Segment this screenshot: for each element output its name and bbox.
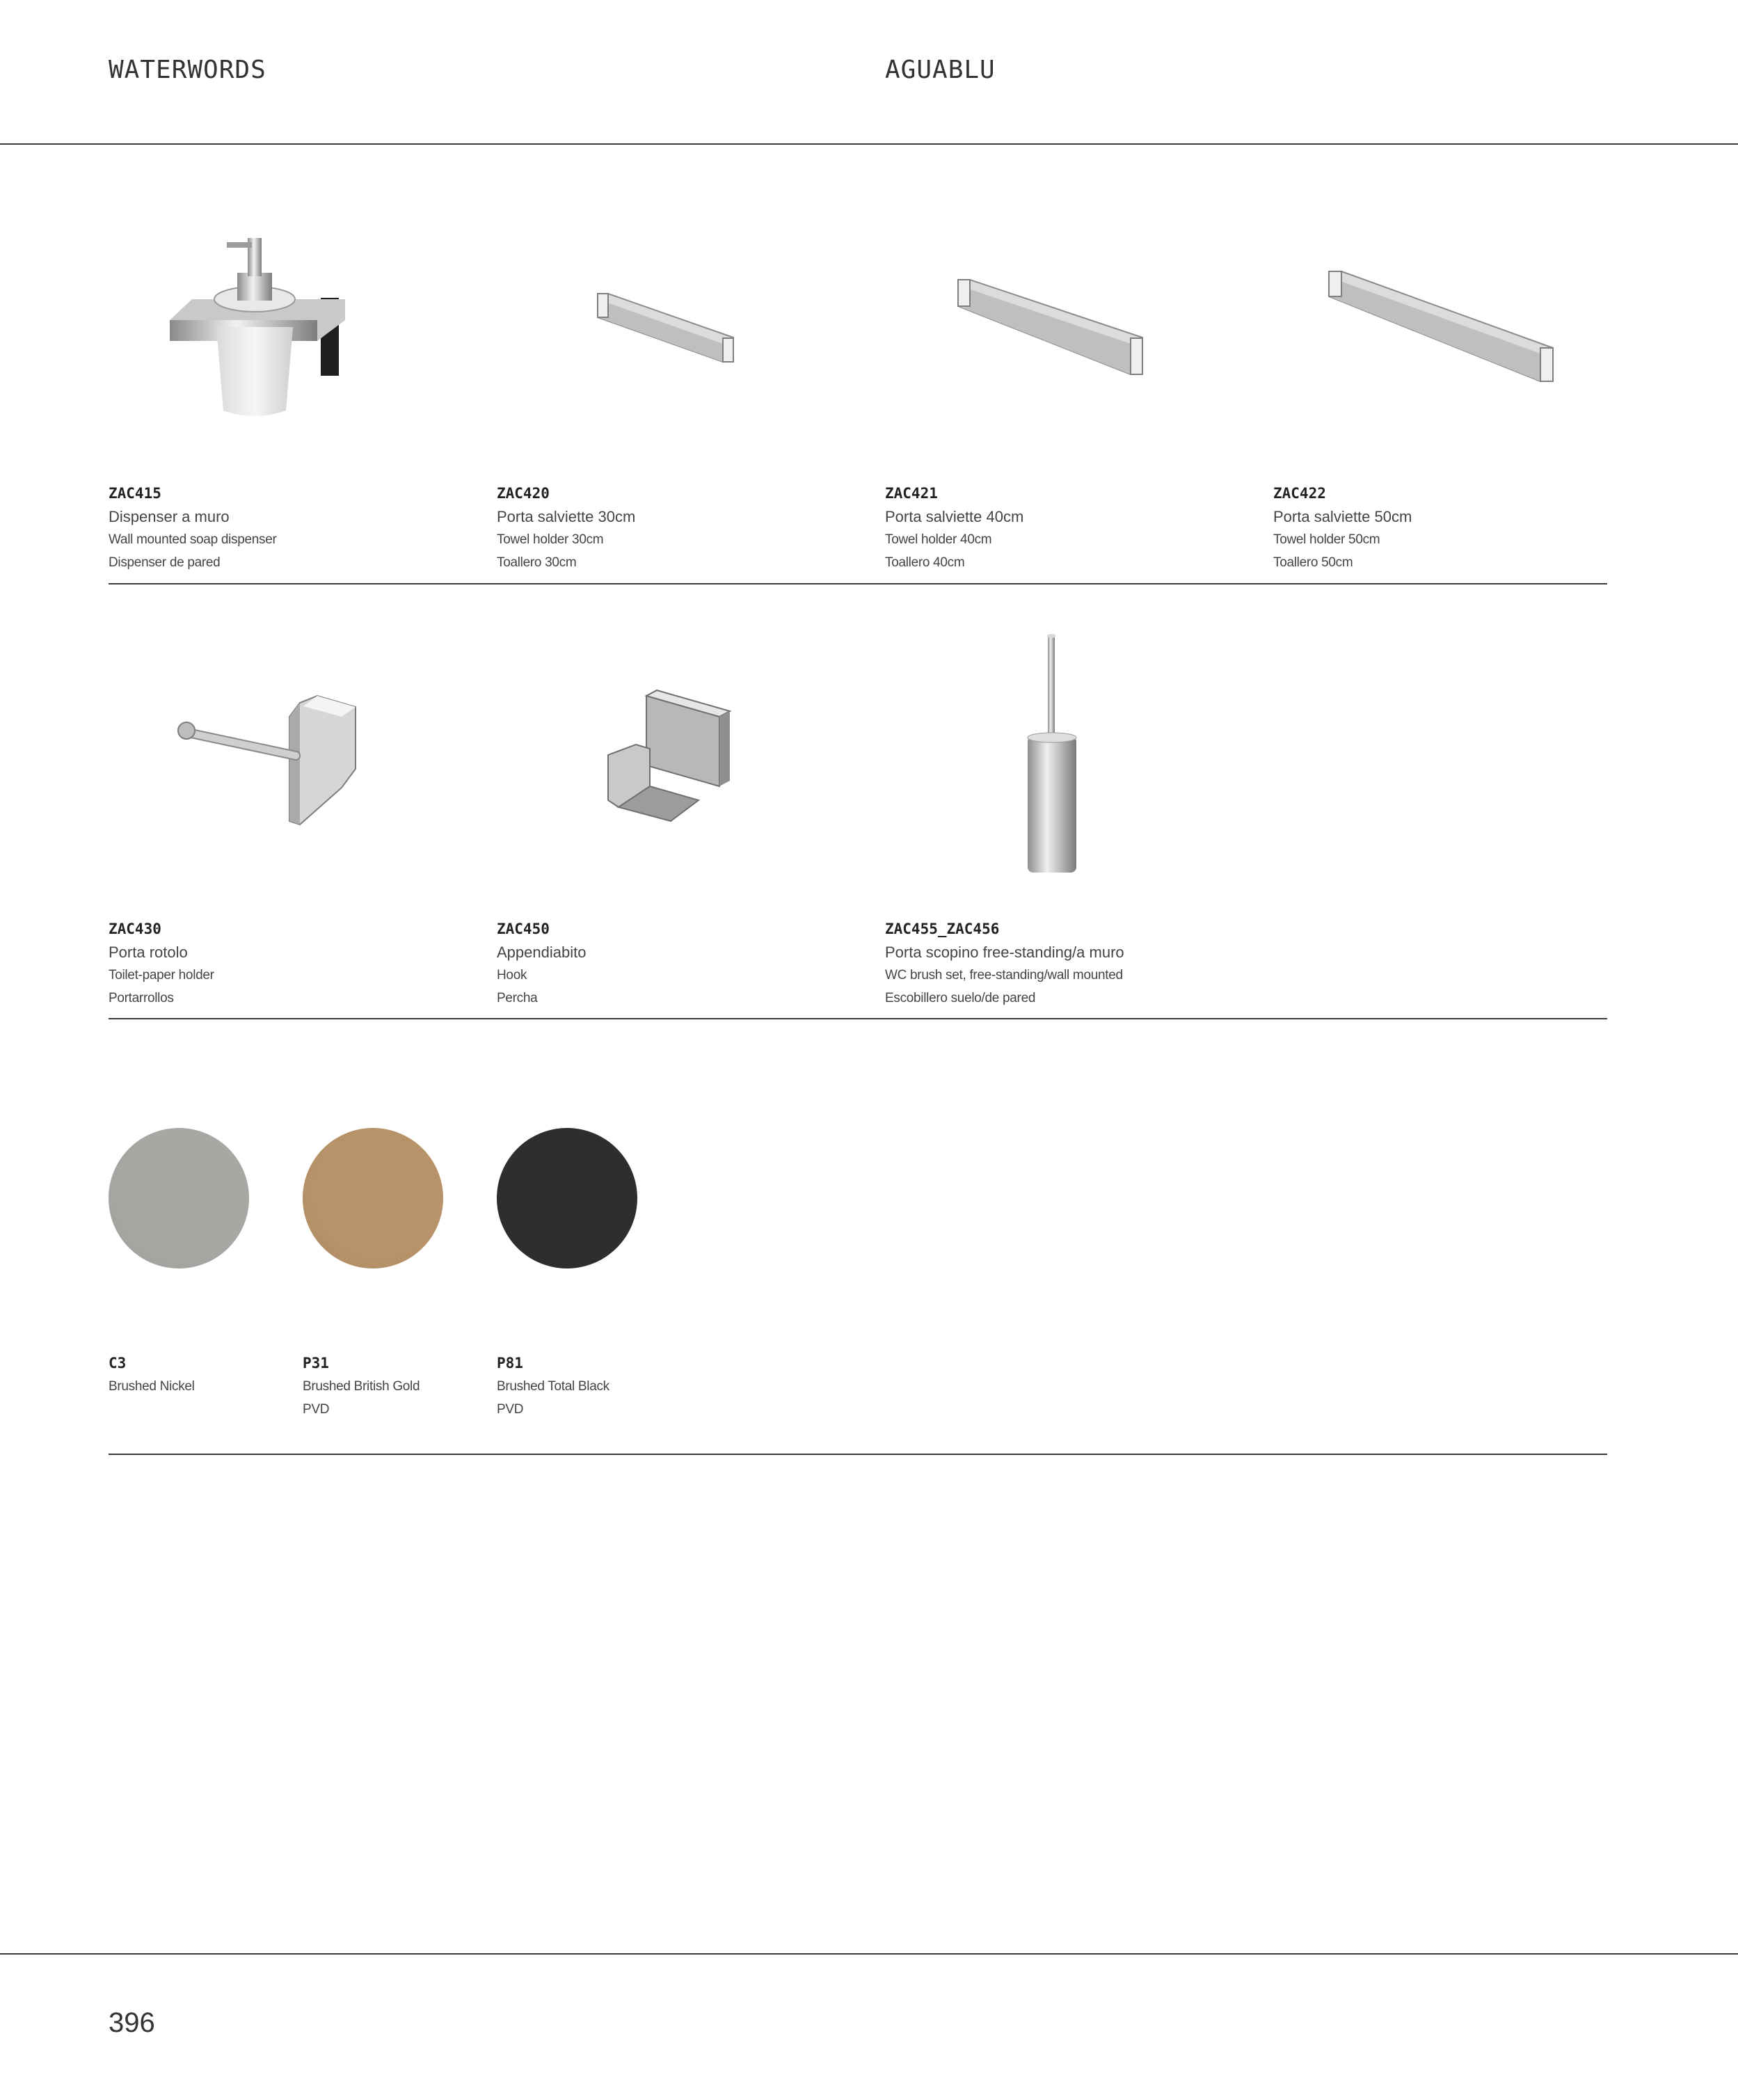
product-name-en: WC brush set, free-standing/wall mounted	[885, 968, 1123, 983]
product-code: ZAC422	[1273, 485, 1326, 502]
product-name-es: Toallero 50cm	[1273, 555, 1353, 570]
product-name-en: Toilet-paper holder	[109, 968, 214, 983]
product-name-it: Porta salviette 50cm	[1273, 508, 1412, 525]
product-name-it: Porta scopino free-standing/a muro	[885, 944, 1124, 961]
collection-title: AGUABLU	[885, 56, 996, 84]
finish-code: C3	[109, 1355, 127, 1371]
product-name-es: Portarrollos	[109, 991, 174, 1005]
toilet-brush-icon	[885, 626, 1261, 877]
header-divider	[0, 143, 1738, 145]
product-card	[109, 917, 484, 1010]
hook-icon	[497, 626, 872, 877]
brand-title: WATERWORDS	[109, 56, 266, 84]
product-name-it: Appendiabito	[497, 944, 587, 961]
towel-bar-icon	[1273, 209, 1649, 459]
product-name-en: Towel holder 40cm	[885, 532, 992, 547]
product-card	[885, 917, 1261, 1010]
finish-card	[497, 1351, 678, 1421]
product-name-es: Toallero 30cm	[497, 555, 577, 570]
product-code: ZAC450	[497, 921, 550, 937]
page-number: 396	[109, 2007, 155, 2038]
product-name-it: Dispenser a muro	[109, 508, 230, 525]
footer-divider	[0, 1953, 1738, 1955]
finish-name: Brushed British Gold	[303, 1379, 420, 1394]
product-name-en: Wall mounted soap dispenser	[109, 532, 277, 547]
finish-note: PVD	[303, 1402, 330, 1417]
paper-holder-icon	[109, 626, 484, 877]
finish-code: P31	[303, 1355, 329, 1371]
product-code: ZAC420	[497, 485, 550, 502]
product-card	[497, 482, 872, 574]
finish-note: PVD	[497, 1402, 524, 1417]
product-name-it: Porta rotolo	[109, 944, 188, 961]
product-name-es: Dispenser de pared	[109, 555, 221, 570]
product-code: ZAC455_ZAC456	[885, 921, 1000, 937]
product-code: ZAC421	[885, 485, 938, 502]
towel-bar-icon	[885, 209, 1261, 459]
soap-dispenser-icon	[109, 209, 484, 459]
row-divider	[109, 1018, 1607, 1019]
row-divider	[109, 583, 1607, 584]
product-card	[1273, 482, 1649, 574]
finish-code: P81	[497, 1355, 523, 1371]
finish-swatch	[109, 1128, 249, 1268]
product-card	[497, 917, 872, 1010]
product-name-es: Toallero 40cm	[885, 555, 965, 570]
product-card	[885, 482, 1261, 574]
product-name-it: Porta salviette 30cm	[497, 508, 636, 525]
product-name-en: Towel holder 50cm	[1273, 532, 1380, 547]
product-card	[109, 482, 484, 574]
product-code: ZAC415	[109, 485, 161, 502]
product-name-es: Percha	[497, 991, 538, 1005]
towel-bar-icon	[497, 209, 872, 459]
finish-card	[303, 1351, 484, 1421]
finish-swatch	[303, 1128, 443, 1268]
product-name-en: Towel holder 30cm	[497, 532, 604, 547]
product-name-es: Escobillero suelo/de pared	[885, 991, 1036, 1005]
product-code: ZAC430	[109, 921, 161, 937]
finish-swatch	[497, 1128, 637, 1268]
row-divider	[109, 1454, 1607, 1455]
finish-name: Brushed Total Black	[497, 1379, 609, 1394]
finish-name: Brushed Nickel	[109, 1379, 195, 1394]
product-name-it: Porta salviette 40cm	[885, 508, 1024, 525]
product-name-en: Hook	[497, 968, 527, 983]
finish-card	[109, 1351, 289, 1398]
